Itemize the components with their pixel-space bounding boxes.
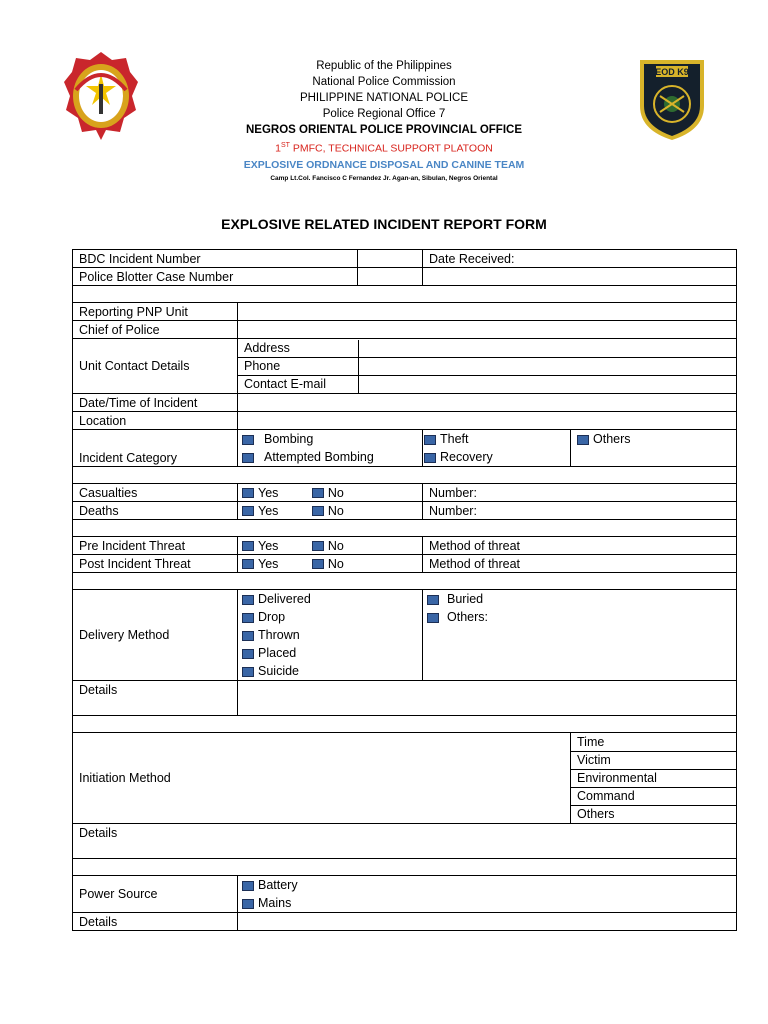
init-command-label: Command (571, 787, 737, 805)
chief-input[interactable] (238, 321, 737, 339)
delivery-thrown-option[interactable]: Thrown (242, 626, 416, 644)
address-label: Address (238, 340, 358, 358)
deaths-no-option[interactable]: No (312, 504, 344, 518)
checkbox-icon[interactable] (242, 881, 254, 891)
blotter-input[interactable] (358, 268, 423, 286)
category-others-option[interactable]: Others (577, 430, 730, 448)
category-bombing-option[interactable]: Bombing (242, 430, 416, 448)
casualties-no-option[interactable]: No (312, 486, 344, 500)
power-details-input[interactable] (238, 913, 737, 931)
delivery-method-label: Delivery Method (73, 590, 238, 681)
reporting-unit-label: Reporting PNP Unit (73, 303, 238, 321)
delivery-details-label: Details (73, 681, 238, 716)
post-threat-label: Post Incident Threat (73, 555, 238, 573)
bdc-label: BDC Incident Number (73, 250, 358, 268)
casualties-label: Casualties (73, 484, 238, 502)
location-label: Location (73, 412, 238, 430)
deaths-label: Deaths (73, 502, 238, 520)
letterhead-line: National Police Commission (312, 76, 456, 88)
checkbox-icon[interactable] (242, 488, 254, 498)
logo-label: EOD K9 (655, 67, 689, 77)
checkbox-icon[interactable] (242, 595, 254, 605)
spacer-row (73, 286, 737, 303)
pre-threat-no-option[interactable]: No (312, 539, 344, 553)
init-others-label: Others (571, 805, 737, 823)
checkbox-icon[interactable] (427, 595, 439, 605)
deaths-number-field[interactable]: Number: (423, 502, 737, 520)
post-threat-yes-option[interactable]: Yes (242, 557, 278, 571)
unit-contact-label: Unit Contact Details (73, 339, 238, 394)
casualties-yes-option[interactable]: Yes (242, 486, 278, 500)
delivery-details-input[interactable] (238, 681, 737, 716)
checkbox-icon[interactable] (242, 541, 254, 551)
category-theft-option[interactable]: Theft (424, 430, 564, 448)
checkbox-icon[interactable] (577, 435, 589, 445)
letterhead-platoon: 1ST PMFC, TECHNICAL SUPPORT PLATOON (275, 142, 493, 155)
initiation-method-label: Initiation Method (73, 733, 571, 824)
delivery-others-option[interactable]: Others: (427, 608, 730, 626)
spacer-row (73, 573, 737, 590)
empty-cell (423, 268, 737, 286)
location-input[interactable] (238, 412, 737, 430)
casualties-number-field[interactable]: Number: (423, 484, 737, 502)
pre-threat-yes-option[interactable]: Yes (242, 539, 278, 553)
spacer-row (73, 520, 737, 537)
delivery-placed-option[interactable]: Placed (242, 644, 416, 662)
address-input[interactable] (358, 340, 736, 358)
spacer-row (73, 716, 737, 733)
deaths-yes-option[interactable]: Yes (242, 504, 278, 518)
date-time-input[interactable] (238, 394, 737, 412)
checkbox-icon[interactable] (242, 613, 254, 623)
post-threat-no-option[interactable]: No (312, 557, 344, 571)
pre-threat-method-field[interactable]: Method of threat (423, 537, 737, 555)
checkbox-icon[interactable] (242, 667, 254, 677)
power-mains-option[interactable]: Mains (242, 894, 730, 912)
phone-input[interactable] (358, 357, 736, 375)
date-time-label: Date/Time of Incident (73, 394, 238, 412)
reporting-unit-input[interactable] (238, 303, 737, 321)
delivery-delivered-option[interactable]: Delivered (242, 590, 416, 608)
checkbox-icon[interactable] (242, 899, 254, 909)
init-victim-label: Victim (571, 751, 737, 769)
date-received-field[interactable]: Date Received: (423, 250, 737, 268)
phone-label: Phone (238, 357, 358, 375)
checkbox-icon[interactable] (312, 488, 324, 498)
checkbox-icon[interactable] (312, 541, 324, 551)
power-battery-option[interactable]: Battery (242, 876, 730, 894)
initiation-details-field[interactable]: Details (73, 824, 737, 859)
letterhead-address: Camp Lt.Col. Fancisco C Fernandez Jr. Agan-an, Sibulan, Negros Oriental (270, 174, 498, 182)
letterhead-line: PHILIPPINE NATIONAL POLICE (299, 92, 469, 104)
letterhead-line: Police Regional Office 7 (322, 108, 446, 120)
checkbox-icon[interactable] (312, 559, 324, 569)
checkbox-icon[interactable] (424, 453, 436, 463)
init-environmental-label: Environmental (571, 769, 737, 787)
category-recovery-option[interactable]: Recovery (424, 448, 564, 466)
unit-contact-table (238, 340, 736, 393)
delivery-buried-option[interactable]: Buried (427, 590, 730, 608)
checkbox-icon[interactable] (424, 435, 436, 445)
bdc-input[interactable] (358, 250, 423, 268)
checkbox-icon[interactable] (427, 613, 439, 623)
spacer-row (73, 467, 737, 484)
blotter-label: Police Blotter Case Number (73, 268, 358, 286)
pre-threat-label: Pre Incident Threat (73, 537, 238, 555)
post-threat-method-field[interactable]: Method of threat (423, 555, 737, 573)
letterhead (0, 58, 768, 185)
checkbox-icon[interactable] (242, 453, 254, 463)
category-attempted-option[interactable]: Attempted Bombing (242, 448, 416, 466)
checkbox-icon[interactable] (242, 649, 254, 659)
spacer-row (73, 859, 737, 876)
letterhead-office: NEGROS ORIENTAL POLICE PROVINCIAL OFFICE (245, 124, 523, 136)
checkbox-icon[interactable] (242, 559, 254, 569)
checkbox-icon[interactable] (312, 506, 324, 516)
incident-report-form (72, 249, 737, 931)
checkbox-icon[interactable] (242, 435, 254, 445)
email-input[interactable] (358, 375, 736, 393)
power-source-label: Power Source (73, 876, 238, 913)
delivery-drop-option[interactable]: Drop (242, 608, 416, 626)
delivery-suicide-option[interactable]: Suicide (242, 662, 416, 680)
incident-category-label: Incident Category (73, 430, 238, 467)
power-details-label: Details (73, 913, 238, 931)
letterhead-team: EXPLOSIVE ORDNANCE DISPOSAL AND CANINE TEAM (243, 158, 525, 171)
letterhead-line: Republic of the Philippines (316, 60, 452, 72)
email-label: Contact E-mail (238, 375, 358, 393)
checkbox-icon[interactable] (242, 506, 254, 516)
initiation-options-table (571, 734, 737, 823)
checkbox-icon[interactable] (242, 631, 254, 641)
form-title: EXPLOSIVE RELATED INCIDENT REPORT FORM (221, 216, 547, 232)
chief-label: Chief of Police (73, 321, 238, 339)
init-time-label: Time (571, 734, 737, 752)
